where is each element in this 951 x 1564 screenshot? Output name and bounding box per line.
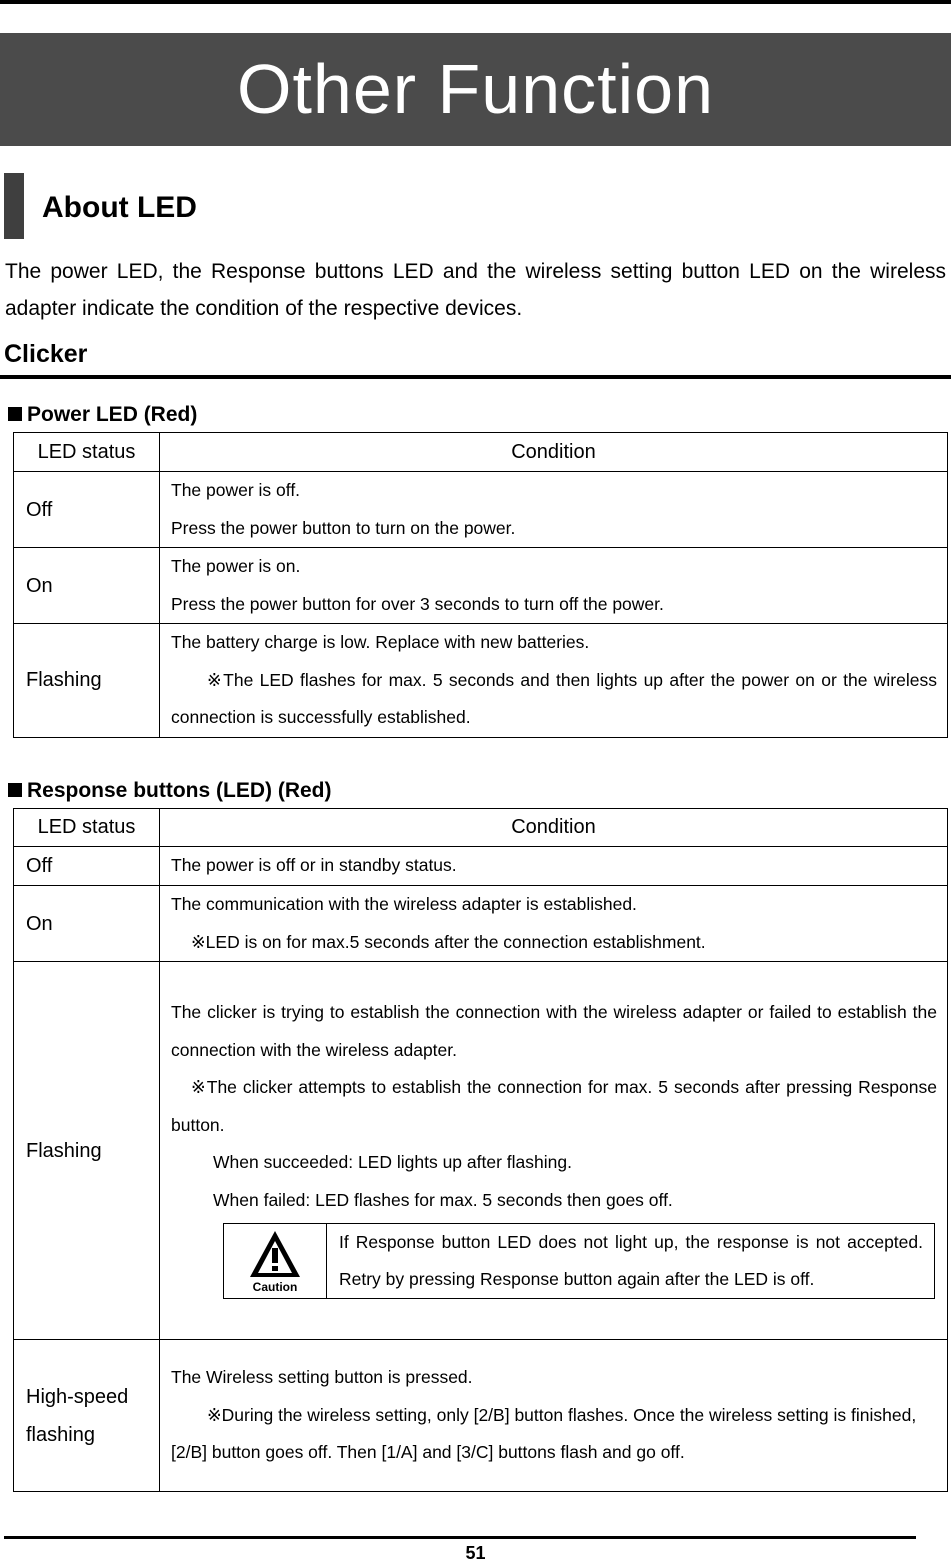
- led-status-cell: On: [14, 886, 160, 962]
- led-status-cell: Off: [14, 847, 160, 886]
- condition-note: ※The LED flashes for max. 5 seconds and then lights up after the power on or the wireless connection is successfully established.: [171, 669, 937, 727]
- condition-line: Press the power button for over 3 seconds to turn off the power.: [171, 593, 664, 614]
- caution-box: [223, 1223, 935, 1299]
- table-row: [14, 472, 948, 548]
- condition-note: ※LED is on for max.5 seconds after the connection establishment.: [191, 931, 706, 952]
- condition-line: The power is off.: [171, 480, 301, 500]
- condition-line: The power is off or in standby status.: [171, 855, 457, 876]
- condition-cell: [160, 1340, 948, 1492]
- intro-paragraph: The power LED, the Response buttons LED and the wireless setting button LED on the wireless adapter indicate the condition of the respective devices.: [5, 260, 946, 320]
- condition-note: ※During the wireless setting, only [2/B] button flashes. Once the wireless setting is finished, [2/B] button goes off. Then [1/A] and [3/C] buttons flash and go off.: [171, 1404, 917, 1463]
- table-header-row: [14, 809, 948, 847]
- table-header-row: [14, 433, 948, 472]
- header-led-status: LED status: [14, 433, 160, 472]
- response-led-title: [8, 779, 332, 803]
- table-row: [14, 548, 948, 624]
- table-row: [14, 886, 948, 962]
- clicker-heading: Clicker: [4, 340, 88, 368]
- led-status-cell: Off: [14, 472, 160, 548]
- condition-line: The battery charge is low. Replace with new batteries.: [171, 632, 590, 652]
- table-row: [14, 847, 948, 886]
- caution-text: If Response button LED does not light up, the response is not accepted. Retry by pressing Response button again after the LED is off.: [339, 1232, 923, 1289]
- led-status-cell: On: [14, 548, 160, 624]
- caution-label: Caution: [252, 1280, 298, 1294]
- led-status-cell: High-speed flashing: [14, 1340, 160, 1492]
- led-status-cell: Flashing: [14, 624, 160, 738]
- power-led-title: [8, 403, 197, 427]
- condition-cell: [160, 886, 948, 962]
- response-led-table: [13, 808, 948, 1492]
- power-led-title-text: Power LED (Red): [27, 403, 198, 426]
- top-rule: [0, 0, 951, 4]
- response-led-title-text: Response buttons (LED) (Red): [27, 779, 332, 802]
- section-title: About LED: [42, 191, 197, 224]
- condition-cell: [160, 624, 948, 738]
- condition-line: Press the power button to turn on the power.: [171, 517, 516, 538]
- condition-line: When succeeded: LED lights up after flashing.: [213, 1152, 572, 1172]
- condition-line: The clicker is trying to establish the connection with the wireless adapter or failed to establish the connection with the wireless adapter.: [171, 1002, 937, 1060]
- bullet-square-icon: [8, 783, 22, 797]
- table-row: [14, 1340, 948, 1492]
- condition-cell: [160, 472, 948, 548]
- condition-line: The Wireless setting button is pressed.: [171, 1367, 473, 1388]
- footer-rule: [4, 1536, 916, 1539]
- page-banner-title: Other Function: [0, 33, 951, 146]
- table-row: [14, 624, 948, 738]
- header-led-status: LED status: [14, 809, 160, 847]
- condition-line: The power is on.: [171, 556, 301, 576]
- condition-cell: [160, 962, 948, 1340]
- condition-cell: [160, 548, 948, 624]
- clicker-heading-rule: [0, 375, 951, 379]
- condition-note: ※The clicker attempts to establish the connection for max. 5 seconds after pressing Response button.: [171, 1077, 937, 1135]
- caution-icon-cell: [224, 1224, 327, 1298]
- section-marker-bar: [4, 173, 24, 239]
- page-number: 51: [465, 1543, 486, 1563]
- caution-warning-icon: [247, 1228, 303, 1280]
- power-led-table: [13, 432, 948, 738]
- led-status-cell: Flashing: [14, 962, 160, 1340]
- table-row: [14, 962, 948, 1340]
- condition-line: The communication with the wireless adapter is established.: [171, 894, 637, 914]
- header-condition: Condition: [160, 809, 948, 847]
- condition-line: When failed: LED flashes for max. 5 seconds then goes off.: [213, 1189, 673, 1210]
- condition-cell: [160, 847, 948, 886]
- bullet-square-icon: [8, 407, 22, 421]
- header-condition: Condition: [160, 433, 948, 472]
